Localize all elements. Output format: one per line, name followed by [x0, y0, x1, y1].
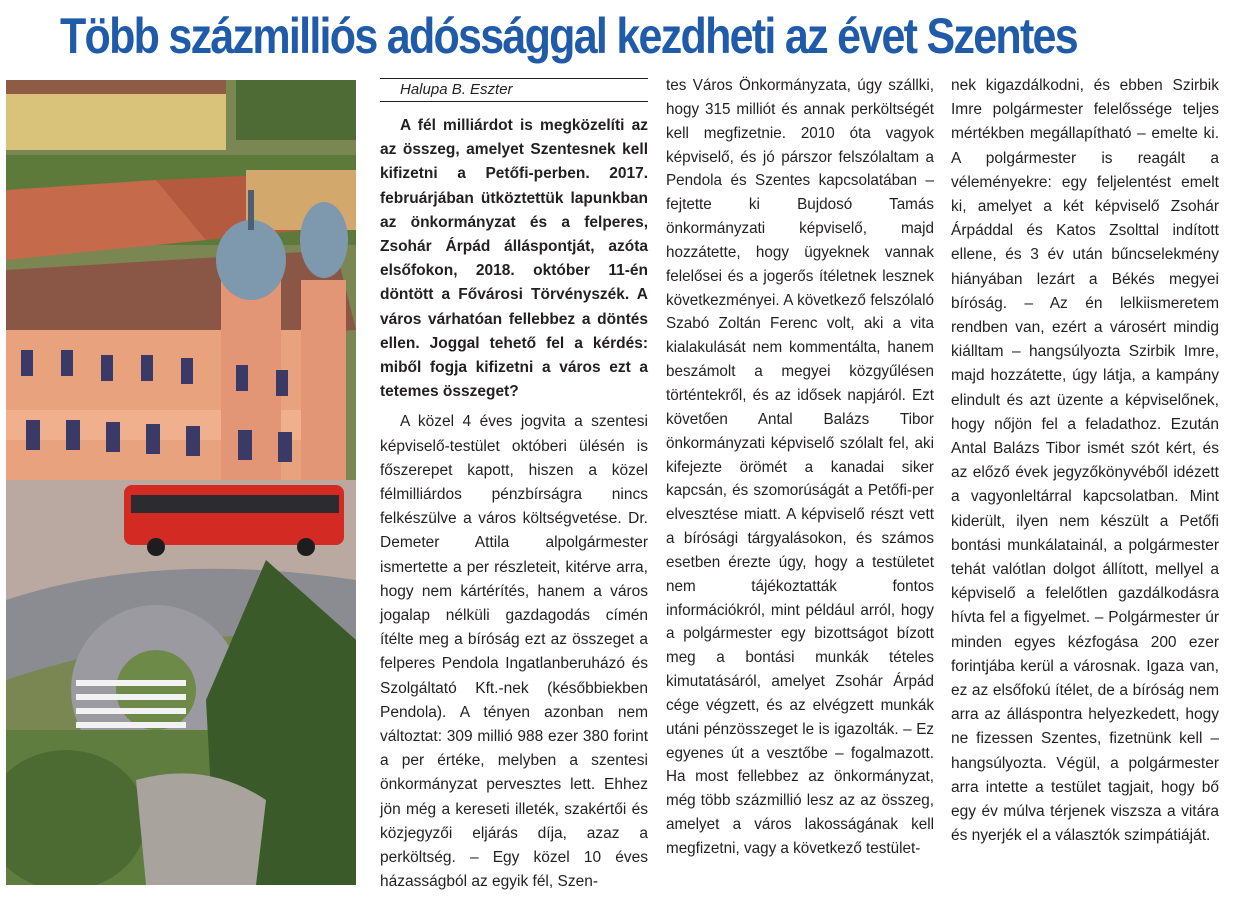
byline: Halupa B. Eszter: [380, 78, 648, 102]
body-paragraph: tes Város Önkormányzata, úgy szállki, hogy 315 milliót és annak perköltségét kell megfizetnie. 2010 óta vagyok képviselő, és jó párszor felszólaltam a Pendola és Szentes kapcsolatában – fejtette ki Bujdosó Tamás önkormányzati képviselő, majd hozzátette, hogy ügyeknek vannak felelősei és a jogerős ítéletnek lesznek következményei. A következő felszólaló Szabó Zoltán Ferenc volt, aki a vita kialakulását nem kommentálta, hanem beszámolt a megyei közgyűlésen történtekről, és az idősek napjáról. Ezt követően Antal Balázs Tibor önkormányzati képviselő szólalt fel, aki kifejezte örömét a kanadai siker kapcsán, és szomorúságát a Petőfi-per elvesztése miatt. A képviselő részt vett a bírósági tárgyalásokon, és számos esetben érezte úgy, hogy a testületet nem tájékoztatták fontos információkról, mint például arról, hogy a polgármester egy bizottságot bízott meg a bontási munkák tételes kimutatásáról, amelyet Zsohár Árpád cége végzett, és az elvégzett munkák utáni pénzösszeget le is igazolták. – Ez egyenes út a vesztőbe – fogalmazott. Ha most fellebbez az önkormányzat, még több százmillió lesz az az összeg, amelyet a város lakosságának kell megfizetni, vagy a következő testület-: [666, 77, 934, 857]
body-paragraph: nek kigazdálkodni, és ebben Szirbik Imre polgármester felelőssége teljes mértékben megállapítható – emelte ki. A polgármester is reagált a véleményekre: egy feljelentést emelt ki, amelyet a két képviselő Zsohár Árpáddal és Katos Zsolttal indított ellene, és 3 év után bűncselekmény hiányában lezárt a Békés megyei bíróság. – Az én lelkiismeretem rendben van, ezért a városért mindig kiálltam – hangsúlyozta Szirbik Imre, majd hozzátette, úgy látja, a kampány elindult és azt üzente a képviselőnek, hogy nőjön fel a feladathoz. Ezután Antal Balázs Tibor ismét szót kért, és az előző évek jegyzőkönyvéből idézett a vagyonleltárral kapcsolatban. Mint kiderült, ilyen nem készült a Petőfi bontási munkálatainál, a polgármester tehát valótlan dolgot állított, mellyel a képviselő a felelőtlen gazdálkodásra hívta fel a figyelmet. – Polgármester úr minden egyes kézfogása 200 ezer forintjába kerül a városnak. Igaza van, ez az elsőfokú ítélet, de a bíróság nem arra az álláspontra helyezkedett, hogy ne fizessen Szentes, fizetnünk kell – hangsúlyozta. Végül, a polgármester arra intette a testület tagjait, hogy bő egy év múlva térjenek viszsza a vitára és nyerjék el a választók szimpátiáját.: [951, 77, 1219, 845]
article-lead: [380, 114, 648, 404]
article-headline: Több százmilliós adóssággal kezdheti az évet Szentes: [60, 8, 1077, 64]
article-column-1: [380, 78, 648, 895]
lead-paragraph: A fél milliárdot is megközelíti az az összeg, amelyet Szentesnek kell kifizetni a Petőfi-perben. 2017. februárjában ütköztettük lapunkban az önkormányzat és a felperes, Zsohár Árpád álláspontját, azóta elsőfokon, 2018. október 11-én döntött a Fővárosi Törvényszék. A város várhatóan fellebbez a döntés ellen. Joggal tehető fel a kérdés: miből fogja kifizetni a város ezt a tetemes összeget?: [380, 117, 648, 401]
article-column-3: [951, 74, 1219, 849]
town-hall-photo: [6, 80, 356, 885]
body-paragraph: A közel 4 éves jogvita a szentesi képviselő-testület októberi ülésén is főszerepet kapott, hiszen a közel félmilliárdos pénzbírságra nincs felkészülve a város költségvetése. Dr. Demeter Attila alpolgármester ismertette a per részleteit, kitérve arra, hogy nem kártérítés, hanem a város jogalap nélküli gazdagodás címén ítélte meg a bíróság ezt az összeget a felperes Pendola Ingatlanberuházó és Szolgáltató Kft.-nek (későbbiekben Pendola). A tényen azonban nem változtat: 309 millió 988 ezer 380 forint a per értéke, melyben a szentesi önkormányzat pervesztes lett. Ehhez jön még a kereseti illeték, szakértői és közjegyzői eljárás díja, azaz a perköltség. – Egy közel 10 éves házasságból az egyik fél, Szen-: [380, 413, 648, 891]
article-column-2: [666, 74, 934, 861]
